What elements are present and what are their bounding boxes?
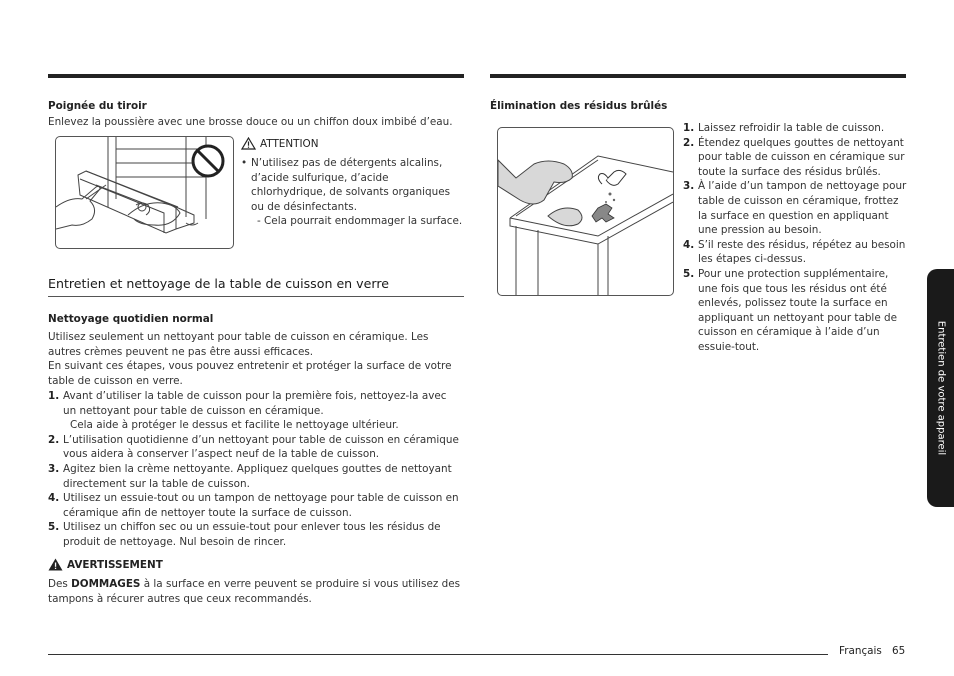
attention-bullet: • N’utilisez pas de détergents alcalins, d’acide sulfurique, d’acide chlorhydrique, de solvants organiques ou de désinfectants. - Cela pourrait endommager la surface. xyxy=(241,156,465,229)
warning-triangle-outline-icon xyxy=(241,137,256,150)
drawer-text: Enlevez la poussière avec une brosse douce ou un chiffon doux imbibé d’eau. xyxy=(48,116,453,128)
footer-rule xyxy=(48,654,828,655)
section-rule xyxy=(48,296,464,297)
burnt-residue-heading: Élimination des résidus brûlés xyxy=(490,100,668,112)
burnt-residue-steps xyxy=(683,121,909,355)
daily-step-1-extra: Cela aide à protéger le dessus et facilite le nettoyage ultérieur. xyxy=(70,419,399,432)
daily-steps xyxy=(48,389,462,550)
attention-label: ATTENTION xyxy=(260,137,319,150)
daily-step-4: 4. Utilisez un essuie-tout ou un tampon de nettoyage pour table de cuisson en céramique afin de nettoyer toute la surface de cuisson. xyxy=(48,492,459,519)
attention-heading xyxy=(241,137,319,150)
footer-page-number: 65 xyxy=(892,645,906,657)
daily-intro-1: Utilisez seulement un nettoyant pour table de cuisson en céramique. Les autres crèmes peuvent ne pas être aussi efficaces. xyxy=(48,331,429,358)
warning-heading xyxy=(48,558,163,571)
attention-bullet-text: N’utilisez pas de détergents alcalins, d’acide sulfurique, d’acide chlorhydrique, de solvants organiques ou de désinfectants. xyxy=(251,157,451,213)
drawer-heading: Poignée du tiroir xyxy=(48,100,147,112)
burnt-step-3: 3. À l’aide d’un tampon de nettoyage pour table de cuisson en céramique, frottez la surface en question en appliquant une pression au besoin. xyxy=(683,180,907,237)
footer-language: Français xyxy=(839,645,882,657)
chapter-side-tab-label: Entretien de votre appareil xyxy=(935,320,946,456)
burnt-step-2: 2. Étendez quelques gouttes de nettoyant pour table de cuisson en céramique sur toute la surface des résidus brûlés. xyxy=(683,136,905,178)
warning-bold: DOMMAGES xyxy=(71,578,141,590)
cooktop-cleaning-drawing xyxy=(498,128,673,295)
burnt-step-5: 5. Pour une protection supplémentaire, une fois que tous les résidus ont été enlevés, polissez toute la surface en appliquant un nettoyant pour table de cuisson en céramique à l’aide d’un essuie-tout. xyxy=(683,267,897,353)
cooktop-illustration xyxy=(497,127,674,296)
burnt-step-1: 1. Laissez refroidir la table de cuisson. xyxy=(683,122,885,134)
daily-step-3: 3. Agitez bien la crème nettoyante. Appliquez quelques gouttes de nettoyant directement sur la table de cuisson. xyxy=(48,462,452,490)
prohibited-icon xyxy=(193,146,223,176)
top-rule-right xyxy=(490,74,906,78)
top-rule-left xyxy=(48,74,464,78)
daily-step-1: 1. Avant d’utiliser la table de cuisson pour la première fois, nettoyez-la avec un nettoyant pour table de cuisson en céramique. Cela aide à protéger le dessus et facilite le nettoyage ultérieur. xyxy=(48,389,462,433)
warning-label: AVERTISSEMENT xyxy=(67,558,163,571)
warning-text: Des DOMMAGES à la surface en verre peuvent se produire si vous utilisez des tampons à récurer autres que ceux recommandés. xyxy=(48,578,460,605)
daily-heading: Nettoyage quotidien normal xyxy=(48,313,214,325)
daily-intro-2: En suivant ces étapes, vous pouvez entretenir et protéger la surface de votre table de cuisson en verre. xyxy=(48,360,452,387)
chapter-side-tab xyxy=(927,269,954,507)
daily-step-5: 5. Utilisez un chiffon sec ou un essuie-tout pour enlever tous les résidus de produit de nettoyage. Nul besoin de rincer. xyxy=(48,521,441,548)
warning-triangle-filled-icon xyxy=(48,558,63,571)
burnt-step-4: 4. S’il reste des résidus, répétez au besoin les étapes ci-dessus. xyxy=(683,238,906,266)
daily-step-2: 2. L’utilisation quotidienne d’un nettoyant pour table de cuisson en céramique vous aidera à conserver l’aspect neuf de la table de cuisson. xyxy=(48,433,459,461)
attention-dash-text: - Cela pourrait endommager la surface. xyxy=(257,215,463,228)
drawer-cleaning-drawing xyxy=(56,137,233,248)
section-title: Entretien et nettoyage de la table de cuisson en verre xyxy=(48,276,389,291)
drawer-illustration xyxy=(55,136,234,249)
